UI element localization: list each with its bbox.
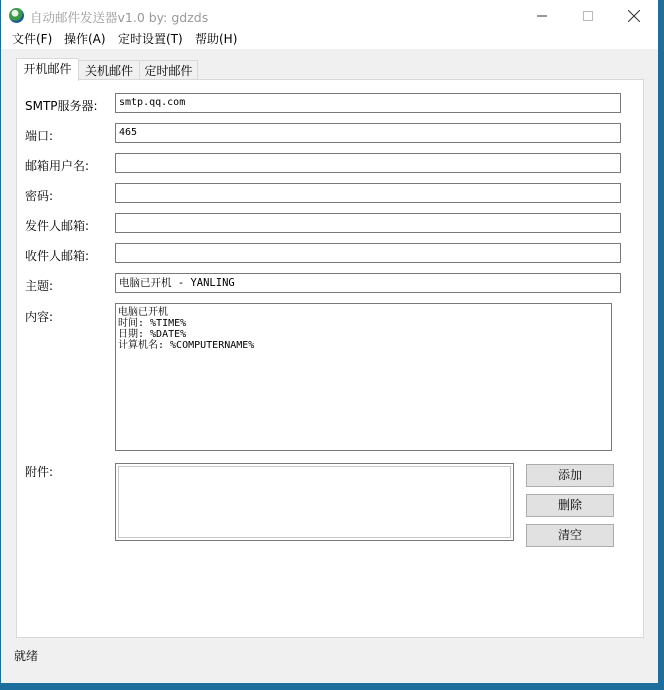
password-label: 密码: bbox=[25, 189, 54, 203]
attachments-label: 附件: bbox=[25, 465, 54, 479]
title-bar[interactable] bbox=[1, 0, 658, 31]
minimize-button[interactable] bbox=[519, 0, 565, 31]
recipient-label: 收件人邮箱: bbox=[25, 249, 90, 263]
sender-label: 发件人邮箱: bbox=[25, 219, 90, 233]
window-frame-bottom bbox=[0, 683, 664, 690]
app-icon bbox=[9, 8, 24, 23]
tab-scheduled-mail[interactable]: 定时邮件 bbox=[139, 60, 198, 81]
maximize-button[interactable] bbox=[565, 0, 611, 31]
app-window bbox=[1, 0, 658, 683]
menu-timer-settings[interactable]: 定时设置(T) bbox=[118, 32, 183, 46]
add-attachment-button[interactable]: 添加 bbox=[526, 464, 614, 487]
attachments-list-inner bbox=[118, 466, 511, 538]
subject-input[interactable]: 电脑已开机 - YANLING bbox=[115, 273, 621, 293]
menu-operation[interactable]: 操作(A) bbox=[64, 32, 106, 46]
close-icon bbox=[628, 10, 640, 22]
attachments-list[interactable] bbox=[115, 463, 514, 541]
clear-attachments-button[interactable]: 清空 bbox=[526, 524, 614, 547]
menu-help[interactable]: 帮助(H) bbox=[195, 32, 238, 46]
menu-bar bbox=[1, 31, 658, 49]
window-title: 自动邮件发送器v1.0 by: gdzds bbox=[30, 10, 209, 25]
smtp-label: SMTP服务器: bbox=[25, 99, 98, 113]
subject-label: 主题: bbox=[25, 279, 54, 293]
tab-shutdown-mail[interactable]: 关机邮件 bbox=[78, 60, 140, 81]
password-input[interactable] bbox=[115, 183, 621, 203]
tab-startup-mail[interactable]: 开机邮件 bbox=[16, 58, 79, 81]
maximize-icon bbox=[583, 11, 593, 21]
port-label: 端口: bbox=[25, 129, 54, 143]
content-textarea[interactable]: 电脑已开机 时间: %TIME% 日期: %DATE% 计算机名: %COMPUTERNAME% bbox=[115, 303, 612, 451]
username-label: 邮箱用户名: bbox=[25, 159, 90, 173]
port-input[interactable]: 465 bbox=[115, 123, 621, 143]
minimize-icon bbox=[537, 11, 547, 21]
recipient-input[interactable] bbox=[115, 243, 621, 263]
menu-file[interactable]: 文件(F) bbox=[12, 32, 53, 46]
content-label: 内容: bbox=[25, 310, 54, 324]
username-input[interactable] bbox=[115, 153, 621, 173]
smtp-input[interactable]: smtp.qq.com bbox=[115, 93, 621, 113]
delete-attachment-button[interactable]: 删除 bbox=[526, 494, 614, 517]
status-text: 就绪 bbox=[14, 649, 39, 663]
sender-input[interactable] bbox=[115, 213, 621, 233]
close-button[interactable] bbox=[611, 0, 657, 31]
